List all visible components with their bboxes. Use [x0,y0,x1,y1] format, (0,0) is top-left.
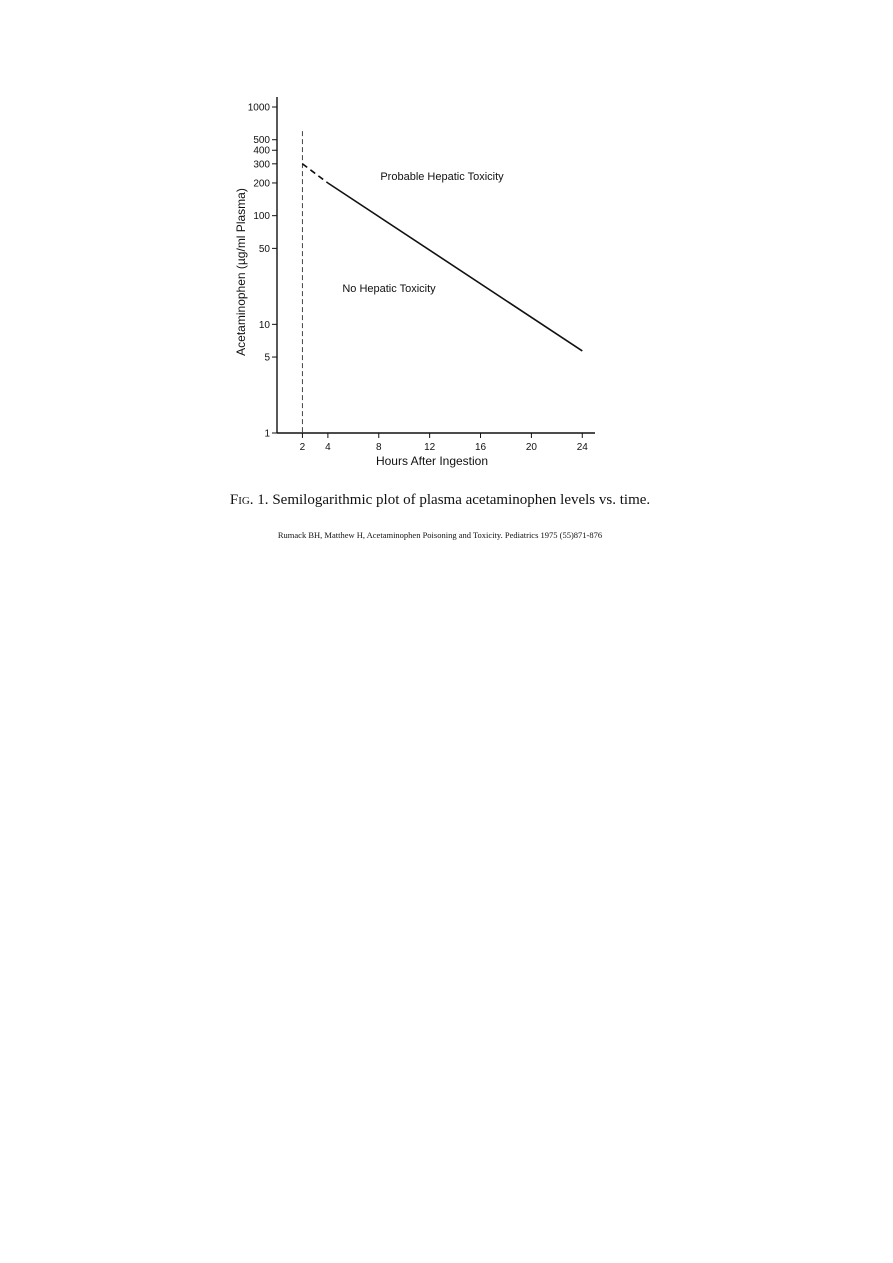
figure-source-citation: Rumack BH, Matthew H, Acetaminophen Poisoning and Toxicity. Pediatrics 1975 (55)871-876 [277,530,603,540]
treatment-line-segment-1 [328,183,582,351]
y-tick-label: 1 [264,428,270,440]
x-tick-label: 2 [299,442,306,453]
axes [248,97,595,453]
x-axis-label: Hours After Ingestion [375,454,489,468]
x-tick-label: 20 [525,442,537,453]
figure-caption [200,492,680,509]
annotation-no-hepatic-toxicity: No Hepatic Toxicity [342,283,436,295]
y-tick-label: 300 [253,159,270,171]
y-tick-label: 10 [258,319,270,331]
y-tick-label: 1000 [247,102,270,114]
y-tick-label: 5 [264,352,270,364]
y-tick-label: 400 [253,145,270,157]
x-tick-label: 8 [375,442,382,453]
figure-label: Fig. 1. [229,492,269,508]
x-tick-label: 16 [474,442,487,453]
y-tick-label: 50 [258,243,270,255]
figure-caption-text: Semilogarithmic plot of plasma acetaminophen levels vs. time. [272,492,651,508]
y-tick-label: 200 [253,178,270,190]
x-tick-label: 24 [576,442,588,453]
treatment-line-segment-0 [302,164,328,183]
y-tick-label: 500 [253,135,270,147]
y-axis-label: Acetaminophen (µg/ml Plasma) [234,188,248,356]
y-tick-label: 100 [253,211,270,223]
annotation-probable-hepatic-toxicity: Probable Hepatic Toxicity [380,171,504,183]
x-tick-label: 12 [424,442,436,453]
x-tick-label: 4 [325,442,331,453]
